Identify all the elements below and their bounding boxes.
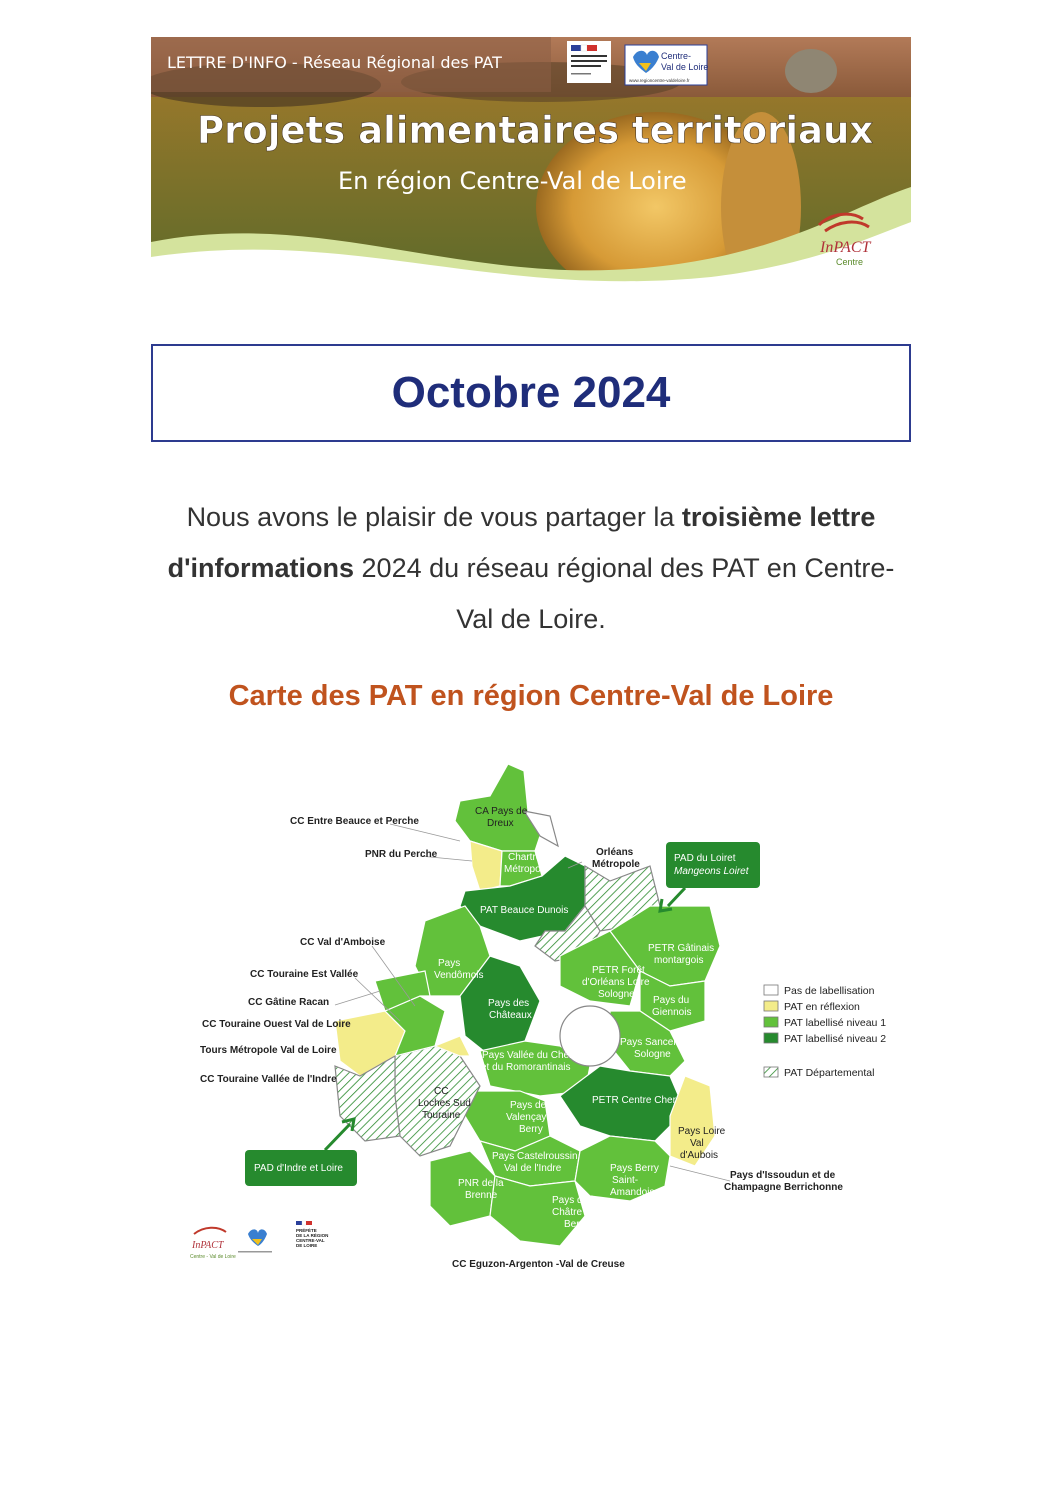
callout-orleans-2: Métropole	[592, 859, 640, 870]
intro-text-2: 2024 du réseau régional des PAT en Centre-Val de Loire.	[354, 553, 895, 634]
callout-perche: PNR du Perche	[365, 849, 438, 860]
callout-touraine-est: CC Touraine Est Vallée	[250, 969, 359, 980]
map-legend	[764, 985, 886, 1079]
svg-text:Dreux: Dreux	[487, 818, 514, 829]
callout-entre-beauce-perche: CC Entre Beauce et Perche	[290, 816, 419, 827]
svg-text:Saint-: Saint-	[612, 1175, 639, 1186]
svg-text:Touraine: Touraine	[422, 1110, 461, 1121]
legend-swatch-level2	[764, 1033, 778, 1043]
header-banner	[151, 37, 911, 289]
label-vendomois: Pays	[438, 958, 461, 969]
label-centre-cher: PETR Centre Cher	[592, 1095, 676, 1106]
svg-text:Châtre en: Châtre en	[552, 1207, 596, 1218]
svg-text:Berry: Berry	[564, 1219, 588, 1230]
month-title: Octobre 2024	[391, 368, 671, 417]
label-giennois: Pays du	[653, 995, 690, 1006]
svg-text:Amandois: Amandois	[610, 1187, 655, 1198]
svg-text:Centre: Centre	[836, 257, 864, 267]
footer-prefecture-logo	[296, 1221, 328, 1248]
svg-text:Sologne: Sologne	[634, 1049, 671, 1060]
label-gatinais: PETR Gâtinais	[648, 943, 715, 954]
banner-kicker: LETTRE D'INFO - Réseau Régional des PAT	[167, 53, 502, 72]
svg-text:Val de l'Indre: Val de l'Indre	[504, 1163, 562, 1174]
intro-bold: troisième lettre d'informations	[167, 502, 876, 583]
label-castelroussin: Pays Castelroussin	[492, 1151, 578, 1162]
callout-tours-metropole: Tours Métropole Val de Loire	[200, 1045, 337, 1056]
svg-text:Centre-: Centre-	[661, 51, 692, 61]
region-centre-val-de-loire-logo	[625, 45, 708, 85]
legend-swatch-none	[764, 985, 778, 995]
svg-text:InPACT: InPACT	[192, 1240, 224, 1251]
callout-eguzon: CC Eguzon-Argenton -Val de Creuse	[452, 1259, 625, 1270]
callout-touraine-vallee-indre: CC Touraine Vallée de l'Indre	[200, 1074, 337, 1085]
svg-text:DE LOIRE: DE LOIRE	[296, 1243, 318, 1248]
intro-paragraph	[151, 492, 911, 645]
svg-text:d'Orléans Loire: d'Orléans Loire	[582, 977, 650, 988]
label-loches: CC	[434, 1086, 449, 1097]
pat-map	[190, 756, 890, 1276]
svg-text:et du Romorantinais: et du Romorantinais	[481, 1062, 571, 1073]
svg-text:Brenne: Brenne	[465, 1190, 498, 1201]
svg-text:Mangeons Loiret: Mangeons Loiret	[674, 866, 749, 877]
label-chatre: Pays de la	[552, 1195, 599, 1206]
svg-text:Loches Sud: Loches Sud	[418, 1098, 471, 1109]
svg-text:Giennois: Giennois	[652, 1007, 692, 1018]
svg-text:www.regioncentre-valdeloire.fr: www.regioncentre-valdeloire.fr	[629, 78, 690, 83]
callout-val-amboise: CC Val d'Amboise	[300, 937, 386, 948]
label-beauce-dunois: PAT Beauce Dunois	[480, 905, 569, 916]
intro-text-1: Nous avons le plaisir de vous partager la	[186, 502, 682, 532]
map-heading: Carte des PAT en région Centre-Val de Loire	[228, 680, 834, 712]
banner-title: Projets alimentaires territoriaux	[197, 109, 874, 152]
svg-text:d'Aubois: d'Aubois	[680, 1150, 719, 1161]
banner-subtitle: En région Centre-Val de Loire	[338, 167, 687, 195]
legend-swatch-departemental	[764, 1067, 778, 1077]
legend-level2: PAT labellisé niveau 2	[784, 1033, 887, 1045]
legend-none: Pas de labellisation	[784, 985, 875, 997]
callout-issoudun-1: Pays d'Issoudun et de	[730, 1170, 836, 1181]
callout-touraine-ouest: CC Touraine Ouest Val de Loire	[202, 1019, 351, 1030]
pad-indre-callout	[245, 1119, 357, 1186]
svg-text:Valençay en: Valençay en	[506, 1112, 561, 1123]
callout-issoudun-2: Champagne Berrichonne	[724, 1182, 843, 1193]
label-saint-amandois: Pays Berry	[610, 1163, 659, 1174]
label-vallee-cher: Pays Vallée du Cher	[482, 1050, 573, 1061]
callout-gatine-racan: CC Gâtine Racan	[248, 997, 330, 1008]
month-box	[151, 344, 911, 442]
label-foret-orleans: PETR Forêt	[592, 965, 645, 976]
svg-text:Berry: Berry	[519, 1124, 543, 1135]
footer-region-logo	[238, 1229, 272, 1252]
legend-level1: PAT labellisé niveau 1	[784, 1017, 887, 1029]
callout-orleans-1: Orléans	[596, 847, 634, 858]
svg-text:Val: Val	[690, 1138, 704, 1149]
label-chateaux: Pays des	[488, 998, 530, 1009]
svg-text:CENTRE-VAL: CENTRE-VAL	[296, 1238, 325, 1243]
svg-text:Val de Loire: Val de Loire	[661, 62, 709, 72]
pad-loiret-callout	[660, 842, 760, 911]
svg-text:montargois: montargois	[654, 955, 704, 966]
label-valencay: Pays de	[510, 1100, 547, 1111]
footer-inpact-logo	[190, 1228, 236, 1260]
svg-text:Métropole: Métropole	[504, 864, 549, 875]
svg-text:Sologne: Sologne	[598, 989, 635, 1000]
label-loire-aubois: Pays Loire	[678, 1126, 726, 1137]
svg-text:DE LA RÉGION: DE LA RÉGION	[296, 1233, 329, 1238]
label-sancerre: Pays Sancerre	[620, 1037, 686, 1048]
svg-text:InPACT: InPACT	[820, 239, 871, 256]
svg-text:PAD d'Indre et Loire: PAD d'Indre et Loire	[254, 1163, 343, 1174]
svg-text:PAD du Loiret: PAD du Loiret	[674, 853, 736, 864]
legend-swatch-reflexion	[764, 1001, 778, 1011]
legend-departemental: PAT Départemental	[784, 1067, 875, 1079]
legend-swatch-level1	[764, 1017, 778, 1027]
label-brenne: PNR de la	[458, 1178, 504, 1189]
label-chartres: Chartres	[508, 852, 547, 863]
legend-reflexion: PAT en réflexion	[784, 1001, 860, 1013]
svg-text:Châteaux: Châteaux	[489, 1010, 532, 1021]
svg-text:PRÉFÈTE: PRÉFÈTE	[296, 1228, 317, 1233]
hay-bale-small	[785, 49, 837, 93]
svg-text:Vendômois: Vendômois	[434, 970, 484, 981]
label-dreux: CA Pays de	[475, 806, 528, 817]
svg-text:Centre - Val de Loire: Centre - Val de Loire	[190, 1254, 236, 1260]
prefecture-logo	[567, 41, 611, 83]
